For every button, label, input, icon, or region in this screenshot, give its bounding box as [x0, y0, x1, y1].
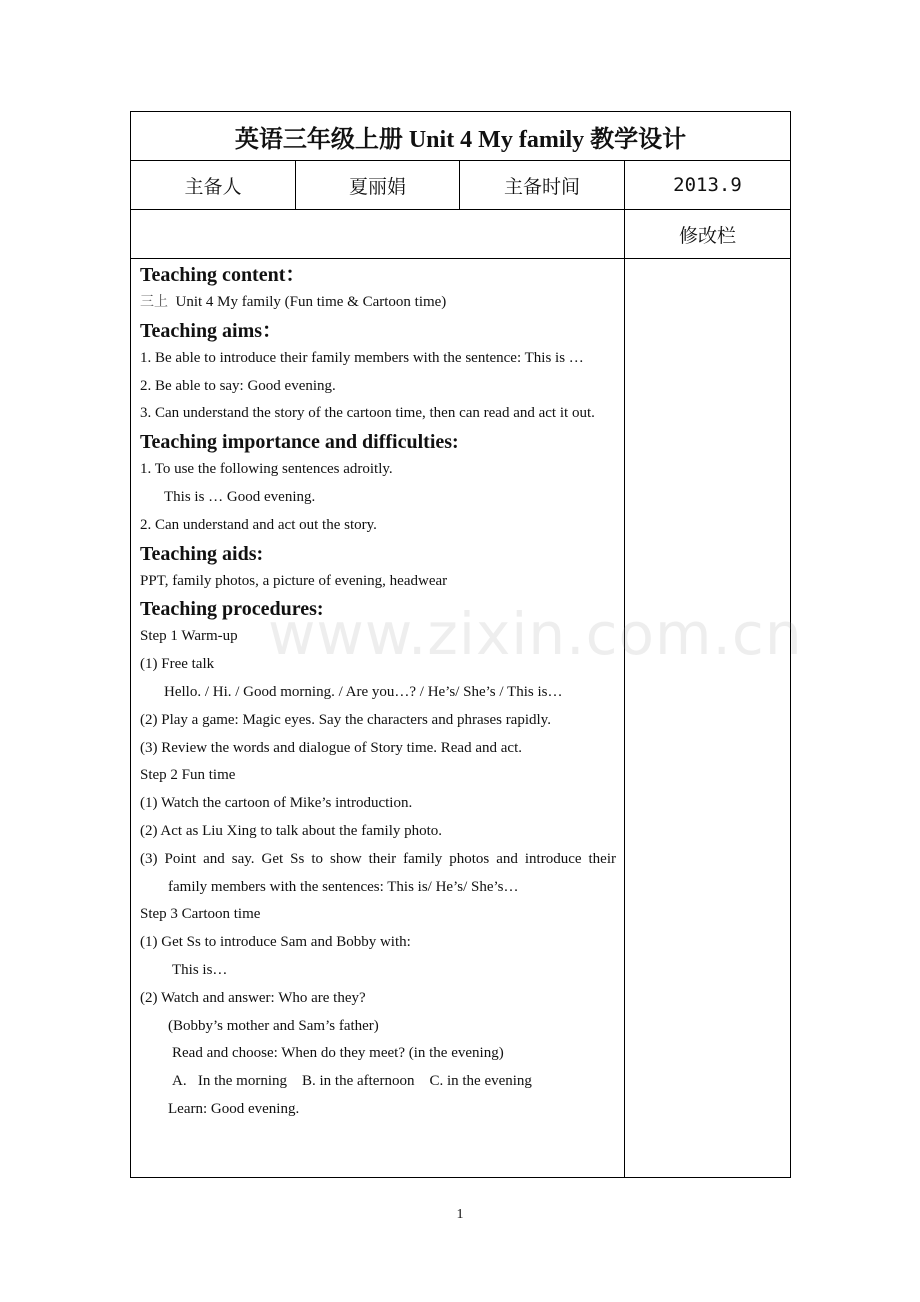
aids-heading: Teaching aids:	[140, 542, 264, 565]
aim-item-1: 1. Be able to introduce their family members with the sentence: This is …	[140, 349, 584, 366]
step1-title: Step 1 Warm-up	[140, 628, 238, 645]
aims-heading: Teaching aims：	[140, 319, 283, 342]
step3-item-6: A. In the morning B. in the afternoon C. in the evening	[172, 1073, 532, 1090]
aim-item-2: 2. Be able to say: Good evening.	[140, 377, 336, 394]
blank-header-cell	[131, 210, 625, 259]
step1-item-1: (1) Free talk	[140, 656, 215, 673]
importance-item-3: 2. Can understand and act out the story.	[140, 516, 377, 533]
teaching-content-prefix: 三上	[140, 294, 168, 310]
aids-text: PPT, family photos, a picture of evening, headwear	[140, 572, 448, 589]
aim-item-3: 3. Can understand the story of the cartoon time, then can read and act it out.	[140, 405, 595, 422]
step3-item-7: Learn: Good evening.	[168, 1100, 300, 1117]
revision-column-cell	[625, 259, 791, 1178]
prep-time-value: 2013.9	[625, 161, 791, 210]
document-title: 英语三年级上册 Unit 4 My family 教学设计	[131, 112, 791, 161]
step3-item-4: (Bobby’s mother and Sam’s father)	[168, 1017, 379, 1034]
step2-item-1: (1) Watch the cartoon of Mike’s introduction.	[140, 795, 413, 812]
teaching-content-cell	[131, 259, 625, 1178]
lesson-body	[131, 259, 624, 1124]
importance-heading: Teaching importance and difficulties:	[140, 431, 459, 454]
teaching-content-heading: Teaching content：	[140, 264, 306, 286]
watermark-text: www.zixin.com.cn	[268, 600, 803, 668]
step1-item-4: (3) Review the words and dialogue of Story time. Read and act.	[140, 739, 522, 756]
step1-item-3: (2) Play a game: Magic eyes. Say the characters and phrases rapidly.	[140, 711, 551, 728]
step3-item-2: This is…	[172, 961, 228, 978]
prepared-by-label: 主备人	[131, 161, 296, 210]
revision-column-label: 修改栏	[625, 210, 791, 259]
step1-item-2: Hello. / Hi. / Good morning. / Are you…? / He’s/ She’s / This is…	[164, 683, 563, 700]
step3-item-3: (2) Watch and answer: Who are they?	[140, 989, 366, 1006]
page-number: 1	[456, 1207, 464, 1222]
step2-item-2: (2) Act as Liu Xing to talk about the family photo.	[140, 822, 443, 839]
step3-item-1: (1) Get Ss to introduce Sam and Bobby with:	[140, 934, 411, 951]
importance-item-2: This is … Good evening.	[164, 488, 316, 505]
teaching-content-line	[140, 289, 616, 317]
prepared-by-value: 夏丽娟	[296, 161, 460, 210]
lesson-plan-table	[130, 111, 791, 1178]
step3-item-5: Read and choose: When do they meet? (in the evening)	[172, 1045, 504, 1062]
procedures-heading: Teaching procedures:	[140, 598, 324, 621]
step2-item-3: (3) Point and say. Get Ss to show their family photos and introduce their family members with the sentences: This is/ He’s/ She’s…	[140, 850, 616, 895]
teaching-content-text: Unit 4 My family (Fun time & Cartoon time)	[168, 294, 447, 310]
step2-title: Step 2 Fun time	[140, 767, 236, 784]
importance-item-1: 1. To use the following sentences adroitly.	[140, 461, 393, 478]
prep-time-label: 主备时间	[460, 161, 625, 210]
step3-title: Step 3 Cartoon time	[140, 906, 261, 923]
